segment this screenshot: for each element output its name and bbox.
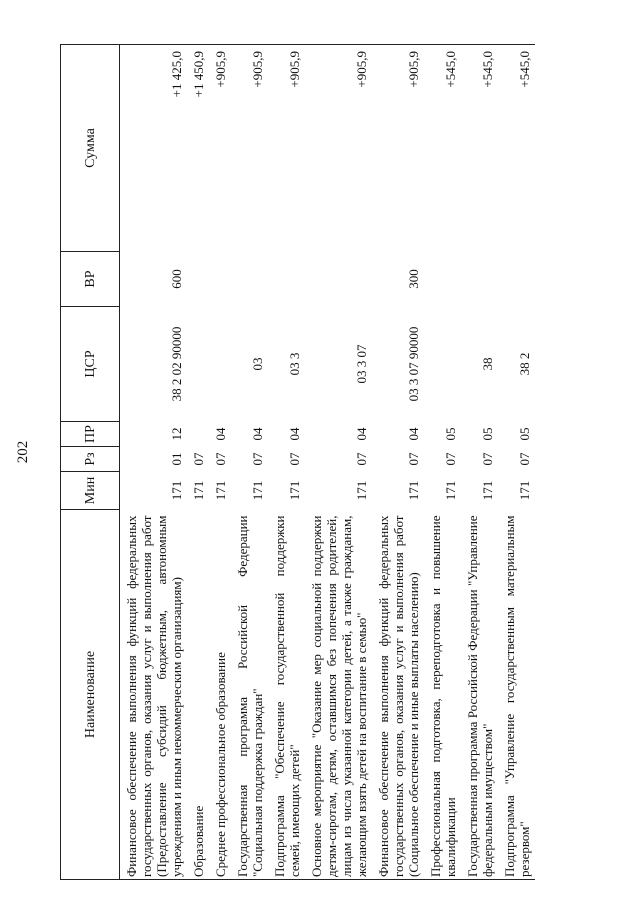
row-rz: 07 (406, 452, 421, 466)
row-sum: +1 450,9 (187, 45, 209, 252)
row-pr (187, 422, 209, 447)
header-pr: ПР (61, 422, 120, 447)
row-name: Финансовое обеспечение выполнения функций федеральных государственных органов, оказания услуг и выполнения работ (Социальное обеспечение и иные выплаты населению) (372, 510, 424, 880)
row-sum: +1 425,0 (120, 45, 188, 252)
row-rz: 07 (191, 452, 206, 466)
row-min: 171 (169, 480, 184, 501)
table-header (61, 45, 120, 880)
row-pr: 05 (480, 427, 495, 441)
row-name: Подпрограмма "Обеспечение государственной поддержки семей, имеющих детей" (268, 510, 305, 880)
header-rz: Рз (61, 447, 120, 472)
row-sum: +905,9 (231, 45, 268, 252)
row-pr: 04 (250, 427, 265, 441)
budget-table (60, 44, 535, 880)
header-min: Мин (61, 472, 120, 510)
row-sum: +545,0 (424, 45, 461, 252)
header-vr: ВР (61, 252, 120, 307)
header-csr: ЦСР (61, 307, 120, 422)
row-csr: 03 3 07 (354, 344, 369, 384)
row-vr (424, 252, 461, 307)
row-min: 171 (443, 480, 458, 501)
rotated-table-container (60, 45, 625, 880)
row-sum: +905,9 (305, 45, 372, 252)
row-name: Образование (187, 510, 209, 880)
row-rz: 07 (213, 452, 228, 466)
table-row (498, 45, 535, 880)
row-csr (209, 307, 231, 422)
row-min: 171 (213, 480, 228, 501)
table-row (305, 45, 372, 880)
row-rz: 07 (287, 452, 302, 466)
row-min: 171 (287, 480, 302, 501)
row-csr: 03 3 07 90000 (406, 326, 421, 402)
header-row (61, 45, 120, 880)
row-csr (187, 307, 209, 422)
row-vr (498, 252, 535, 307)
table-row (424, 45, 461, 880)
table-row (372, 45, 424, 880)
row-csr: 38 2 02 90000 (169, 326, 184, 402)
row-name: Профессиональная подготовка, переподготовка и повышение квалификации (424, 510, 461, 880)
row-vr (268, 252, 305, 307)
row-min: 171 (517, 480, 532, 501)
table-row (461, 45, 498, 880)
row-rz: 07 (354, 452, 369, 466)
row-sum: +905,9 (372, 45, 424, 252)
table-row (231, 45, 268, 880)
row-sum: +545,0 (461, 45, 498, 252)
row-sum: +545,0 (498, 45, 535, 252)
row-pr: 04 (287, 427, 302, 441)
row-sum: +905,9 (209, 45, 231, 252)
page-number: 202 (15, 440, 31, 464)
row-rz: 07 (250, 452, 265, 466)
row-name: Финансовое обеспечение выполнения функций федеральных государственных органов, оказания услуг и выполнения работ (Предоставление субсидий бюджетным, автономным учреждениям и иным некоммерческим организациям) (120, 510, 188, 880)
row-vr (461, 252, 498, 307)
row-pr: 04 (213, 427, 228, 441)
table-row (209, 45, 231, 880)
row-pr: 05 (443, 427, 458, 441)
row-name: Основное мероприятие "Оказание мер социальной поддержки детям-сиротам, детям, оставшимся без попечения родителей, лицам из числа указанной категории детей, а также гражданам, желающим взять детей на воспитание в семью" (305, 510, 372, 880)
row-vr: 600 (169, 269, 184, 289)
row-name: Среднее профессиональное образование (209, 510, 231, 880)
row-csr: 38 2 (517, 352, 532, 376)
row-vr (305, 252, 372, 307)
row-min: 171 (406, 480, 421, 501)
row-vr: 300 (406, 269, 421, 289)
row-rz: 01 (169, 452, 184, 466)
row-sum: +905,9 (268, 45, 305, 252)
table-row (268, 45, 305, 880)
row-csr: 38 (480, 357, 495, 371)
row-pr: 04 (406, 427, 421, 441)
row-vr (209, 252, 231, 307)
row-min: 171 (354, 480, 369, 501)
row-name: Подпрограмма "Управление государственным материальным резервом" (498, 510, 535, 880)
row-min: 171 (191, 480, 206, 501)
row-min: 171 (480, 480, 495, 501)
header-sum: Сумма (61, 45, 120, 252)
table-body (120, 45, 536, 880)
row-rz: 07 (443, 452, 458, 466)
header-name: Наименование (61, 510, 120, 880)
row-pr: 12 (169, 427, 184, 441)
table-row (187, 45, 209, 880)
row-csr: 03 (250, 357, 265, 371)
row-rz: 07 (517, 452, 532, 466)
row-name: Государственная программа Российской Федерации "Управление федеральным имуществом" (461, 510, 498, 880)
table-row (120, 45, 188, 880)
row-rz: 07 (480, 452, 495, 466)
row-pr: 04 (354, 427, 369, 441)
row-vr (187, 252, 209, 307)
row-pr: 05 (517, 427, 532, 441)
row-vr (231, 252, 268, 307)
row-csr (424, 307, 461, 422)
row-min: 171 (250, 480, 265, 501)
row-name: Государственная программа Российской Федерации "Социальная поддержка граждан" (231, 510, 268, 880)
row-csr: 03 3 (287, 352, 302, 376)
